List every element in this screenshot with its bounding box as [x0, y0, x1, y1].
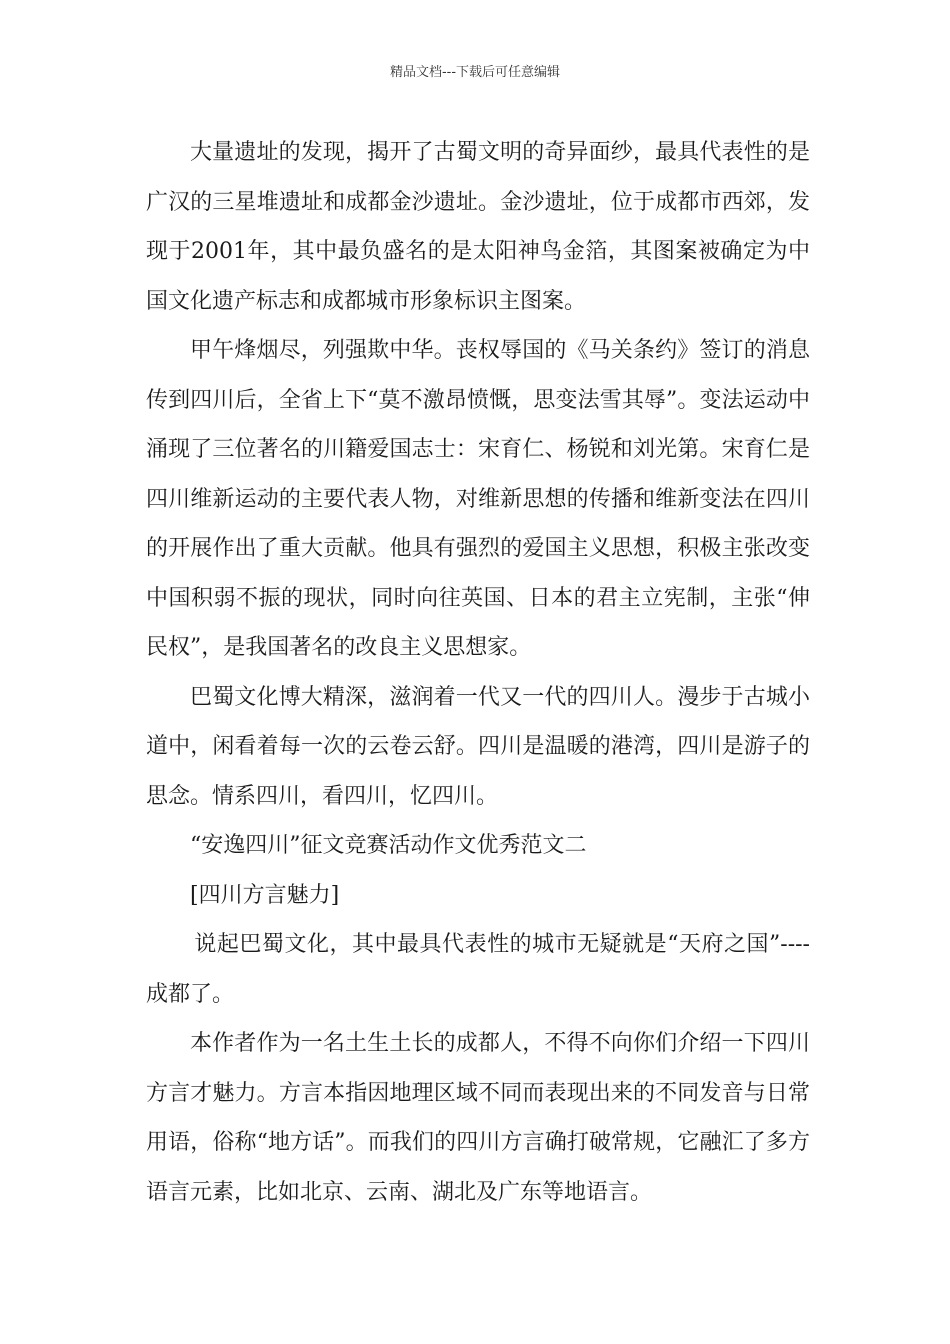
- document-body: [146, 128, 810, 1217]
- essay-title: “安逸四川”征文竞赛活动作文优秀范文二: [190, 833, 587, 858]
- paragraph-reform: 甲午烽烟尽，列强欺中华。丧权辱国的《马关条约》签订的消息传到四川后，全省上下“莫不激昂愤慨，思变法雪其辱”。变法运动中涌现了三位著名的川籍爱国志士：宋育仁、杨锐和刘光第。宋育仁是四川维新运动的主要代表人物，对维新思想的传播和维新变法在四川的开展作出了重大贡献。他具有强烈的爱国主义思想，积极主张改变中国积弱不振的现状，同时向往英国、日本的君主立宪制，主张“伸民权”，是我国著名的改良主义思想家。: [146, 338, 810, 660]
- paragraph-archaeology: 大量遗址的发现，揭开了古蜀文明的奇异面纱，最具代表性的是广汉的三星堆遗址和成都金沙遗址。金沙遗址，位于成都市西郊，发现于2001年，其中最负盛名的是太阳神鸟金箔，其图案被确定为中国文化遗产标志和成都城市形象标识主图案。: [146, 140, 810, 314]
- page-header: 精品文档---下载后可任意编辑: [389, 65, 561, 80]
- paragraph-culture: 巴蜀文化博大精深，滋润着一代又一代的四川人。漫步于古城小道中，闲看着每一次的云卷云舒。四川是温暖的港湾，四川是游子的思念。情系四川，看四川，忆四川。: [146, 684, 810, 809]
- paragraph-dialect: 本作者作为一名土生土长的成都人，不得不向你们介绍一下四川方言才魅力。方言本指因地理区域不同而表现出来的不同发音与日常用语，俗称“地方话”。而我们的四川方言确打破常规，它融汇了多方语言元素，比如北京、云南、湖北及广东等地语言。: [146, 1031, 810, 1205]
- section-heading: [四川方言魅力]: [190, 882, 340, 908]
- paragraph-chengdu: 说起巴蜀文化，其中最具代表性的城市无疑就是“天府之国”----成都了。: [146, 932, 810, 1007]
